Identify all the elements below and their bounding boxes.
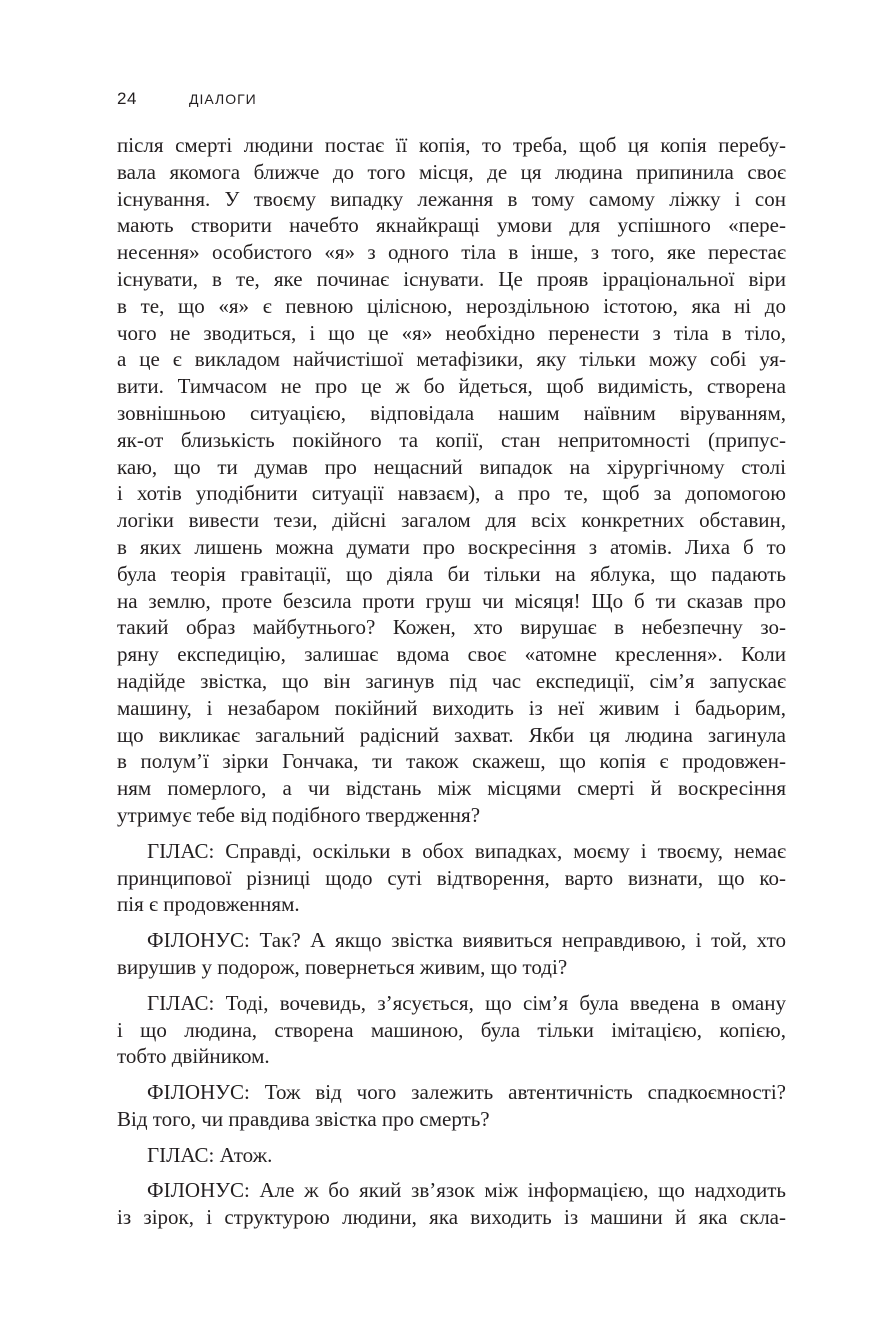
text-line: існувати, в те, яке починає існувати. Це прояв ірраціональної віри: [117, 266, 786, 291]
text-line: що викликає загальний радісний захват. Якби ця людина загинула: [117, 722, 786, 747]
text-line: в яких лишень можна думати про воскресіння з атомів. Лиха б то: [117, 534, 786, 559]
text-line: принципової різниці щодо суті відтворення, варто визнати, що ко-: [117, 865, 786, 890]
text-line: із зірок, і структурою людини, яка виходить із машини й яка скла-: [117, 1205, 786, 1230]
text-line: несення» особистого «я» з одного тіла в інше, з того, яке перестає: [117, 240, 786, 265]
text-line: ГІЛАС: Справді, оскільки в обох випадках, моєму і твоєму, немає: [147, 838, 786, 863]
paragraph: [117, 1177, 786, 1231]
text-line: такий образ майбутнього? Кожен, хто вирушає в небезпечну зо-: [117, 615, 786, 640]
text-line: і хотів уподібнити ситуації навзаєм), а про те, щоб за допомогою: [117, 481, 786, 506]
text-line: чого не зводиться, і що це «я» необхідно перенести з тіла в тіло,: [117, 320, 786, 345]
text-line: тобто двійником.: [117, 1044, 270, 1069]
text-line: після смерті людини постає її копія, то треба, щоб ця копія перебу-: [117, 133, 786, 157]
text-line: вала якомога ближче до того місця, де ця людина припинила своє: [117, 159, 786, 184]
text-line: в те, що «я» є певною цілісною, нероздільною істотою, яка ні до: [117, 293, 786, 318]
text-line: утримує тебе від подібного твердження?: [117, 802, 481, 827]
page-number: 24: [117, 89, 137, 108]
text-line: машину, і незабаром покійний виходить із неї живим і бадьорим,: [117, 695, 786, 720]
section-title: ДІАЛОГИ: [189, 91, 257, 107]
text-line: мають створити начебто якнайкращі умови для успішного «пере-: [117, 213, 786, 238]
text-line: зовнішньою ситуацією, відповідала нашим наївним віруванням,: [117, 400, 786, 425]
text-line: була теорія гравітації, що діяла би тільки на яблука, що падають: [117, 561, 786, 586]
running-head: [117, 89, 257, 109]
text-line: вирушив у подорож, повернеться живим, що тоді?: [117, 954, 568, 979]
paragraph: [117, 132, 786, 829]
text-line: ГІЛАС: Атож.: [147, 1142, 273, 1167]
text-line: надійде звістка, що він загинув під час експедиції, сім’я запускає: [117, 668, 786, 693]
text-line: ФІЛОНУС: Так? А якщо звістка виявиться неправдивою, і той, хто: [147, 928, 786, 953]
paragraph: [117, 1079, 786, 1133]
text-line: ряну експедицію, залишає вдома своє «атомне креслення». Коли: [117, 642, 786, 667]
text-line: логіки вивести тези, дійсні загалом для всіх конкретних обставин,: [117, 508, 786, 533]
paragraph: [117, 1142, 786, 1169]
text-line: каю, що ти думав про нещасний випадок на хірургічному столі: [117, 454, 786, 479]
text-line: ням померлого, а чи відстань між місцями смерті й воскресіння: [117, 776, 786, 801]
text-line: ГІЛАС: Тоді, вочевидь, з’ясується, що сім’я була введена в оману: [147, 990, 786, 1015]
text-line: як-от близькість покійного та копії, стан непритомності (припус-: [117, 427, 786, 452]
text-line: існування. У твоєму випадку лежання в тому самому ліжку і сон: [117, 186, 786, 211]
paragraph: [117, 927, 786, 981]
paragraph: [117, 990, 786, 1070]
text-line: а це є викладом найчистішої метафізики, яку тільки можу собі уя-: [117, 347, 786, 372]
paragraph: [117, 838, 786, 918]
text-line: ФІЛОНУС: Але ж бо який зв’язок між інформацією, що надходить: [147, 1178, 786, 1203]
body-text: [117, 132, 786, 1231]
text-line: в полум’ї зірки Гончака, ти також скажеш, що копія є продовжен-: [117, 749, 786, 774]
text-line: вити. Тимчасом не про це ж бо йдеться, щоб видимість, створена: [117, 374, 786, 399]
text-line: пія є продовженням.: [117, 892, 300, 917]
text-line: Від того, чи правдива звістка про смерть?: [117, 1106, 490, 1131]
text-line: і що людина, створена машиною, була тільки імітацією, копією,: [117, 1017, 786, 1042]
text-line: ФІЛОНУС: Тож від чого залежить автентичність спадкоємності?: [147, 1080, 786, 1105]
text-line: на землю, проте безсила проти груш чи місяця! Що б ти сказав про: [117, 588, 786, 613]
